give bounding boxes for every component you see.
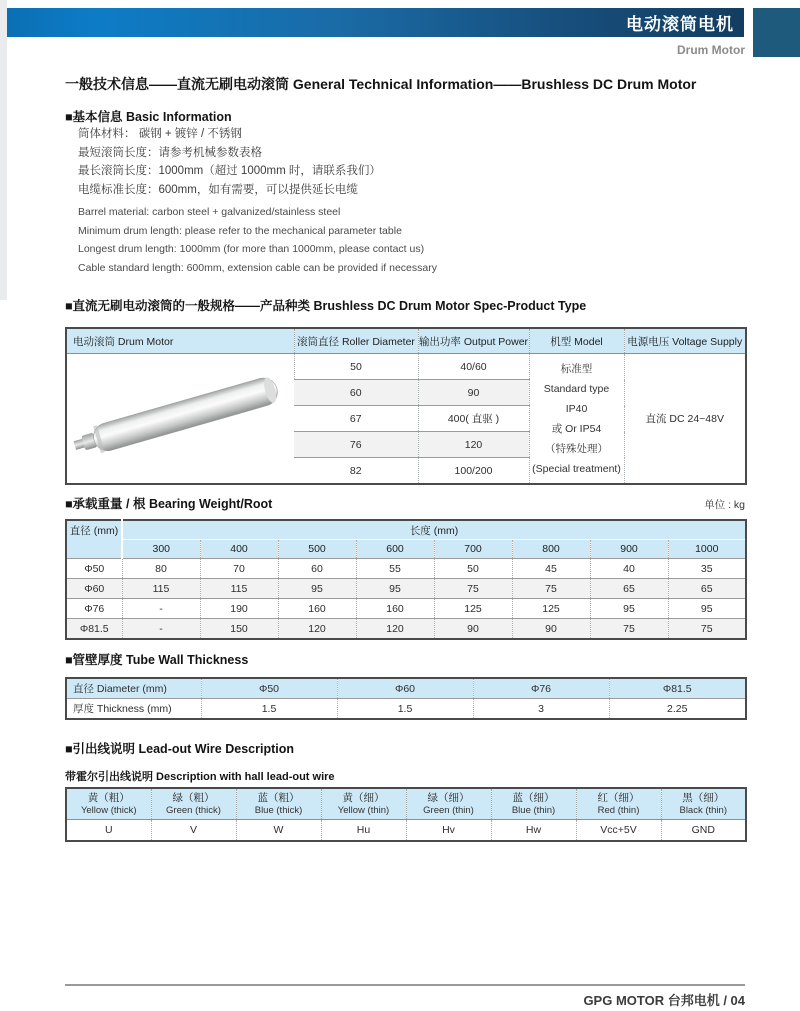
header-bar xyxy=(7,8,744,37)
leadout-section-title: ■引出线说明 Lead-out Wire Description xyxy=(65,742,294,756)
spec-header-voltage: 电源电压 Voltage Supply xyxy=(624,328,746,354)
bearing-cell: 65 xyxy=(668,579,746,599)
bearing-row xyxy=(66,579,746,599)
wire-header xyxy=(491,788,576,820)
footer-page-label: GPG MOTOR 台邦电机 / 04 xyxy=(583,993,745,1008)
page-title: 一般技术信息——直流无刷电动滚筒 General Technical Information——Brushless DC Drum Motor xyxy=(65,76,697,92)
bearing-row-label: Φ50 xyxy=(66,559,122,579)
bearing-cell: 70 xyxy=(200,559,278,579)
thickness-diameter-row xyxy=(66,678,746,699)
wire-color-en: Black (thin) xyxy=(679,805,727,816)
wire-header xyxy=(66,788,151,820)
header-subtitle: Drum Motor xyxy=(677,43,745,57)
bearing-cell: - xyxy=(122,619,200,640)
wire-color-en: Blue (thin) xyxy=(511,805,556,816)
spec-diameter-value: 76 xyxy=(294,432,418,458)
bearing-length-header: 长度 (mm) xyxy=(122,520,746,540)
thickness-table xyxy=(65,677,747,720)
bearing-cell: 120 xyxy=(278,619,356,640)
thickness-diameter-value: Φ76 xyxy=(473,678,609,699)
model-line: Standard type xyxy=(543,382,610,395)
bearing-row-label: Φ76 xyxy=(66,599,122,619)
thickness-value-row xyxy=(66,699,746,720)
model-line: （特殊处理） xyxy=(545,442,608,455)
bearing-length-col: 600 xyxy=(356,540,434,559)
basic-info-line: Minimum drum length: please refer to the mechanical parameter table xyxy=(78,224,402,237)
bearing-row-label: Φ60 xyxy=(66,579,122,599)
model-line: IP40 xyxy=(565,402,588,415)
wire-color-en: Blue (thick) xyxy=(254,805,303,816)
spec-diameter-value: 60 xyxy=(294,380,418,406)
basic-info-line: 最短滚筒长度：请参考机械参数表格 xyxy=(78,146,262,159)
bearing-cell: - xyxy=(122,599,200,619)
wire-color-en: Yellow (thick) xyxy=(80,805,137,816)
bearing-length-col: 1000 xyxy=(668,540,746,559)
wire-color-en: Green (thick) xyxy=(166,805,221,816)
bearing-cell: 120 xyxy=(356,619,434,640)
spec-power-value: 100/200 xyxy=(418,458,529,485)
bearing-cell: 115 xyxy=(122,579,200,599)
wire-signal: W xyxy=(236,820,321,842)
bearing-cell: 75 xyxy=(668,619,746,640)
spec-row xyxy=(66,354,746,380)
bearing-cell: 40 xyxy=(590,559,668,579)
bearing-unit-label: 单位 : kg xyxy=(704,499,745,511)
wire-signal: Vcc+5V xyxy=(576,820,661,842)
bearing-length-col: 800 xyxy=(512,540,590,559)
wire-header-row xyxy=(66,788,746,820)
wire-color-cn: 绿（粗） xyxy=(172,792,215,804)
basic-info-line: 筒体材料： 碳钢 + 镀锌 / 不锈钢 xyxy=(78,128,242,140)
bearing-cell: 150 xyxy=(200,619,278,640)
bearing-length-col: 300 xyxy=(122,540,200,559)
header-title: 电动滚筒电机 xyxy=(626,15,734,34)
model-line: (Special treatment) xyxy=(532,462,621,475)
drum-motor-photo xyxy=(66,354,294,485)
wire-color-cn: 黑（细） xyxy=(682,792,725,804)
wire-color-cn: 蓝（细） xyxy=(512,792,555,804)
bearing-row-label: Φ81.5 xyxy=(66,619,122,640)
wire-signal: V xyxy=(151,820,236,842)
wire-header xyxy=(406,788,491,820)
drum-motor-illustration xyxy=(67,356,293,479)
spec-voltage-cell: 直流 DC 24~48V xyxy=(624,354,746,485)
wire-color-cn: 黄（粗） xyxy=(87,792,130,804)
thickness-value: 3 xyxy=(473,699,609,720)
spec-header-power: 输出功率 Output Power xyxy=(418,328,529,354)
bearing-cell: 45 xyxy=(512,559,590,579)
spec-diameter-value: 67 xyxy=(294,406,418,432)
thickness-diameter-value: Φ81.5 xyxy=(609,678,746,699)
basic-info-title: ■基本信息 Basic Information xyxy=(65,110,232,124)
bearing-header-row-2 xyxy=(66,540,746,559)
bearing-cell: 125 xyxy=(434,599,512,619)
wire-signal: Hv xyxy=(406,820,491,842)
bearing-row xyxy=(66,559,746,579)
wire-signal: U xyxy=(104,824,113,836)
bearing-cell: 75 xyxy=(512,579,590,599)
leadout-wire-table xyxy=(65,787,747,842)
header-corner-block xyxy=(753,8,800,57)
spec-header-model: 机型 Model xyxy=(529,328,624,354)
thickness-diameter-value: Φ60 xyxy=(337,678,473,699)
wire-color-cn: 绿（细） xyxy=(427,792,470,804)
bearing-cell: 95 xyxy=(668,599,746,619)
spec-header-drum: 电动滚筒 Drum Motor xyxy=(66,328,294,354)
wire-color-cn: 红（细） xyxy=(597,792,640,804)
spec-diameter-value: 50 xyxy=(294,354,418,380)
thickness-section-title: ■管壁厚度 Tube Wall Thickness xyxy=(65,653,249,667)
bearing-row xyxy=(66,619,746,640)
bearing-length-col: 500 xyxy=(278,540,356,559)
basic-info-line: 最长滚筒长度：1000mm（超过 1000mm 时，请联系我们） xyxy=(78,165,381,177)
wire-header xyxy=(236,788,321,820)
bearing-cell: 35 xyxy=(668,559,746,579)
wire-header xyxy=(661,788,746,820)
page-edge-shadow xyxy=(0,0,7,300)
spec-diameter-value: 82 xyxy=(294,458,418,485)
basic-info-line: Barrel material: carbon steel + galvanized/stainless steel xyxy=(78,206,341,218)
footer-divider xyxy=(65,984,745,986)
spec-power-value: 400( 直驱 ) xyxy=(418,406,529,432)
basic-info-line: 电缆标准长度：600mm，如有需要，可以提供延长电缆 xyxy=(78,183,358,196)
wire-color-en: Green (thin) xyxy=(423,805,474,816)
spec-power-value: 120 xyxy=(418,432,529,458)
thickness-value: 1.5 xyxy=(337,699,473,720)
bearing-cell: 90 xyxy=(434,619,512,640)
spec-model-cell xyxy=(529,354,624,485)
bearing-cell: 95 xyxy=(356,579,434,599)
spec-table xyxy=(65,327,747,485)
wire-color-cn: 蓝（粗） xyxy=(257,792,300,804)
bearing-cell: 125 xyxy=(512,599,590,619)
model-line: 标准型 xyxy=(560,362,593,375)
bearing-cell: 160 xyxy=(356,599,434,619)
bearing-cell: 65 xyxy=(590,579,668,599)
leadout-subtitle: 带霍尔引出线说明 Description with hall lead-out wire xyxy=(65,771,335,783)
bearing-length-col: 400 xyxy=(200,540,278,559)
wire-color-en: Red (thin) xyxy=(597,805,640,816)
spec-header-diameter: 滚筒直径 Roller Diameter xyxy=(294,328,418,354)
basic-info-line: Cable standard length: 600mm, extension cable can be provided if necessary xyxy=(78,261,437,274)
bearing-section-title: ■承载重量 / 根 Bearing Weight/Root xyxy=(65,497,273,511)
bearing-cell: 115 xyxy=(200,579,278,599)
bearing-cell: 90 xyxy=(512,619,590,640)
bearing-length-col: 900 xyxy=(590,540,668,559)
thickness-diameter-label: 直径 Diameter (mm) xyxy=(66,678,201,699)
wire-value-row xyxy=(66,820,746,842)
bearing-cell: 160 xyxy=(278,599,356,619)
wire-header xyxy=(321,788,406,820)
bearing-cell: 95 xyxy=(590,599,668,619)
bearing-cell: 75 xyxy=(590,619,668,640)
bearing-cell: 60 xyxy=(278,559,356,579)
wire-signal: Hw xyxy=(491,820,576,842)
wire-color-en: Yellow (thin) xyxy=(337,805,390,816)
spec-power-value: 40/60 xyxy=(418,354,529,380)
bearing-length-col: 700 xyxy=(434,540,512,559)
thickness-value-label: 厚度 Thickness (mm) xyxy=(66,699,201,720)
wire-header xyxy=(151,788,236,820)
bearing-cell: 55 xyxy=(356,559,434,579)
wire-signal: GND xyxy=(661,820,746,842)
spec-section-title: ■直流无刷电动滚筒的一般规格——产品种类 Brushless DC Drum Motor Spec-Product Type xyxy=(65,299,587,313)
bearing-corner-label: 直径 (mm) xyxy=(66,520,122,559)
bearing-weight-table xyxy=(65,519,747,640)
thickness-value: 1.5 xyxy=(201,699,337,720)
bearing-cell: 190 xyxy=(200,599,278,619)
bearing-header-row-1 xyxy=(66,520,746,540)
spec-header-row xyxy=(66,328,746,354)
wire-signal: Hu xyxy=(321,820,406,842)
wire-color-cn: 黄（细） xyxy=(342,792,385,804)
bearing-cell: 75 xyxy=(434,579,512,599)
bearing-row xyxy=(66,599,746,619)
wire-header xyxy=(576,788,661,820)
bearing-cell: 50 xyxy=(434,559,512,579)
thickness-diameter-value: Φ50 xyxy=(201,678,337,699)
basic-info-section xyxy=(65,107,725,277)
basic-info-line: Longest drum length: 1000mm (for more than 1000mm, please contact us) xyxy=(78,243,425,255)
spec-power-value: 90 xyxy=(418,380,529,406)
thickness-value: 2.25 xyxy=(609,699,746,720)
bearing-cell: 95 xyxy=(278,579,356,599)
model-line: 或 Or IP54 xyxy=(551,422,602,435)
bearing-cell: 80 xyxy=(122,559,200,579)
